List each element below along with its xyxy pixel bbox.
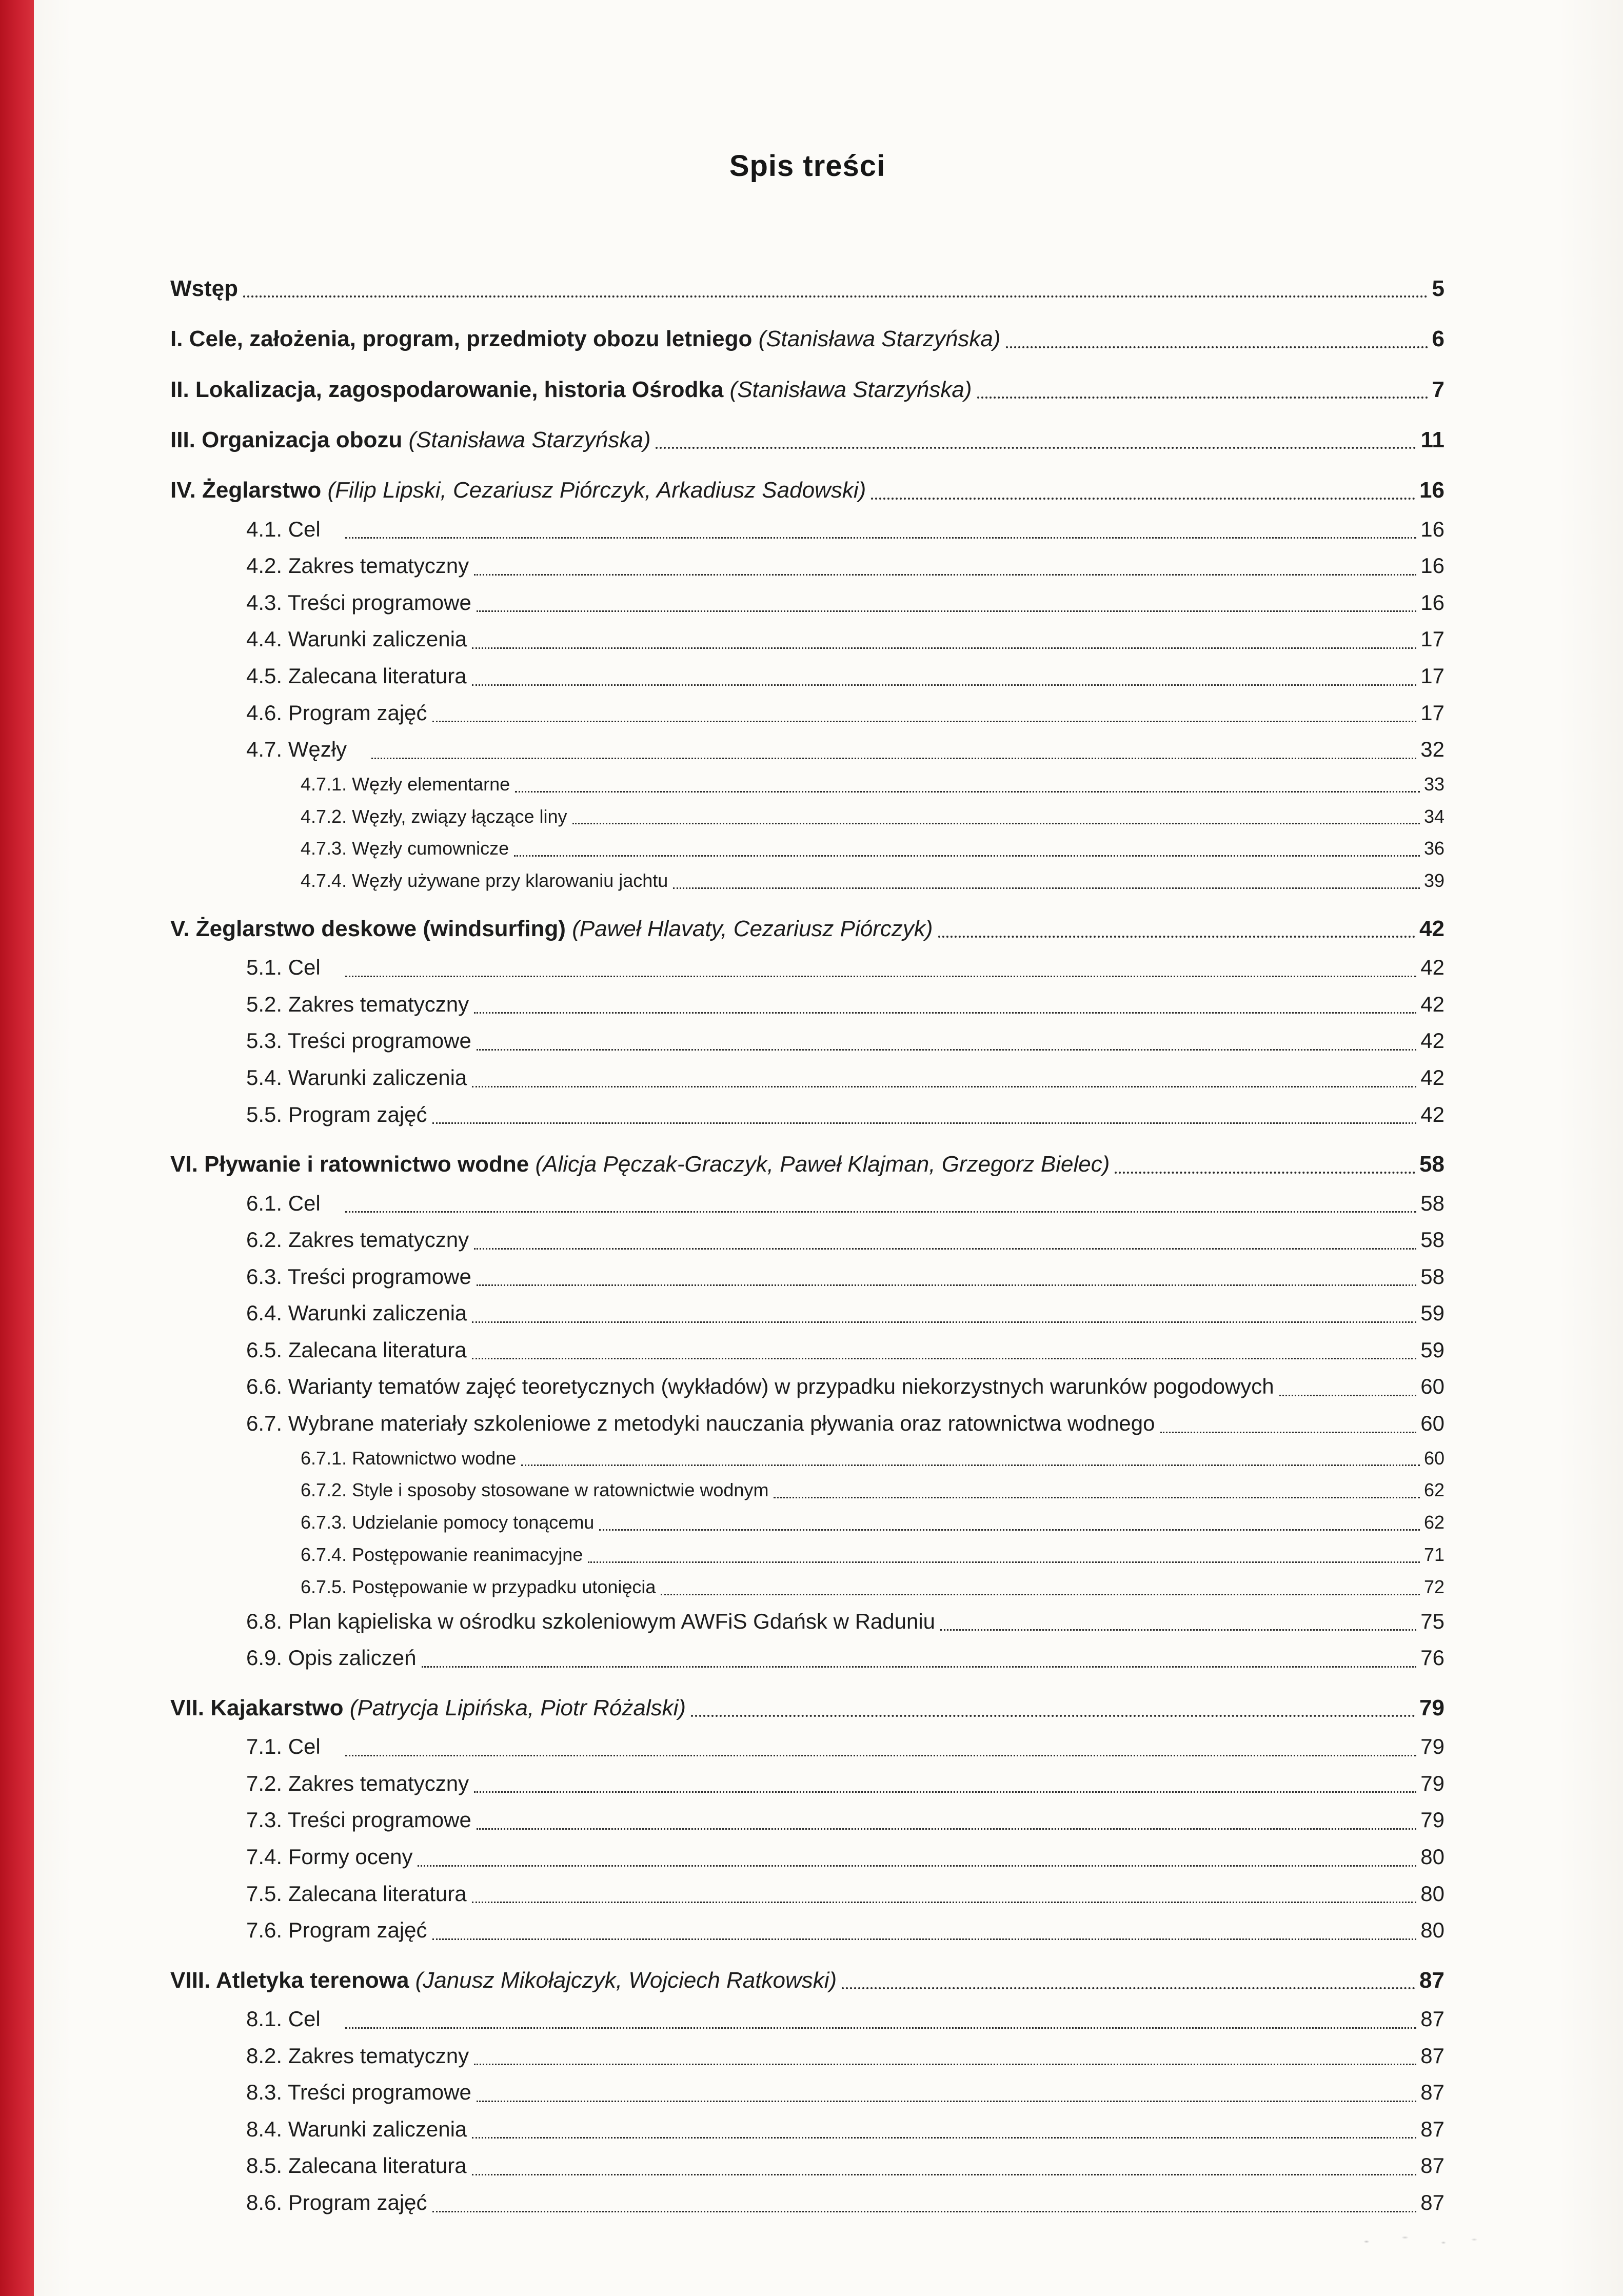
toc-entry-text [246,589,471,617]
toc-entry [170,1644,1444,1672]
toc-entry [170,2042,1444,2070]
toc-entry [170,1190,1444,1218]
toc-entry-title: 4.2. Zakres tematyczny [246,553,469,578]
toc-entry-title: 6.8. Plan kąpieliska w ośrodku szkoleniowym AWFiS Gdańsk w Raduniu [246,1609,936,1633]
toc-entry-title: I. Cele, założenia, program, przedmioty obozu letniego [170,326,753,352]
toc-entry-page: 17 [1420,663,1444,688]
toc-entry-page: 16 [1419,478,1444,503]
toc-entry-page: 59 [1420,1337,1444,1362]
toc-entry-text [246,1101,427,1129]
toc-entry-text [170,1150,1110,1179]
toc-entry-title: 7.4. Formy oceny [246,1844,413,1869]
dot-leader [472,2174,1417,2175]
toc-entry-page: 59 [1420,1301,1444,1325]
toc-entry-title: 6.1. Cel [246,1191,321,1215]
toc-entry-page: 11 [1420,427,1444,452]
toc-entry [170,991,1444,1019]
toc-entry-title: 4.5. Zalecana literatura [246,663,467,688]
toc-entry [170,516,1444,544]
toc-entry-title: 5.2. Zakres tematyczny [246,992,469,1016]
dot-leader [345,537,1416,539]
toc-entry-authors: (Filip Lipski, Cezariusz Piórczyk, Arkadiusz Sadowski) [327,478,866,503]
toc-entry [170,1511,1444,1535]
toc-entry-page: 58 [1420,1228,1444,1252]
toc-entry [170,1336,1444,1364]
toc-entry-title: 6.2. Zakres tematyczny [246,1228,469,1252]
toc-entry-title: 6.9. Opis zaliczeń [246,1646,417,1670]
toc-entry [170,869,1444,893]
dot-leader [472,1086,1416,1087]
toc-entry-authors: (Stanisława Starzyńska) [729,377,972,402]
toc-entry-title: 8.3. Treści programowe [246,2080,471,2105]
toc-entry-title: VIII. Atletyka terenowa [170,1967,409,1993]
dot-leader [521,1464,1420,1466]
toc-entry-text [246,552,469,580]
dot-leader [1006,346,1428,348]
toc-entry-title: 5.4. Warunki zaliczenia [246,1065,467,1090]
toc-entry-text [301,805,567,829]
dot-leader [842,1987,1415,1989]
toc-entry-page: 75 [1420,1609,1444,1633]
toc-entry-title: 6.3. Treści programowe [246,1264,471,1289]
toc-entry [170,1226,1444,1254]
toc-entry-page: 87 [1420,2043,1444,2068]
toc-entry [170,773,1444,797]
dot-leader [474,1248,1416,1250]
toc-entry [170,375,1444,404]
toc-entry-title: 7.3. Treści programowe [246,1808,471,1832]
toc-entry [170,426,1444,454]
toc-entry-text [170,476,866,505]
dot-leader [472,684,1417,686]
dot-leader [422,1666,1417,1668]
toc-entry [170,1694,1444,1723]
toc-entry-page: 80 [1420,1844,1444,1869]
toc-entry-authors: (Stanisława Starzyńska) [408,427,651,452]
toc-entry-title: V. Żeglarstwo deskowe (windsurfing) [170,916,566,941]
toc-entry [170,274,1444,303]
toc-entry-text [170,426,650,454]
toc-entry-page: 87 [1420,2190,1444,2214]
toc-entry-page: 42 [1420,992,1444,1016]
toc-entry-text [170,1694,686,1723]
dot-leader [774,1497,1420,1498]
toc-entry [170,699,1444,727]
toc-entry-text [246,1336,467,1364]
toc-entry [170,1299,1444,1328]
toc-entry-text [301,1575,656,1599]
toc-entry-page: 80 [1420,1881,1444,1906]
dot-leader [477,1284,1416,1286]
toc-entry [170,1733,1444,1761]
toc-entry-page: 60 [1420,1411,1444,1436]
toc-entry-page: 33 [1423,773,1444,795]
toc-entry-text [246,2042,469,2070]
toc-entry-title: 5.5. Program zajęć [246,1102,427,1126]
toc-entry-page: 87 [1420,2080,1444,2105]
toc-entry-text [246,625,467,654]
toc-entry-page: 36 [1423,838,1444,859]
toc-entry-text [301,773,510,797]
toc-entry [170,2079,1444,2107]
toc-entry-text [301,869,668,893]
toc-entry-text [246,1190,340,1218]
toc-entry-text [170,915,933,943]
toc-entry [170,1575,1444,1599]
toc-entry-page: 80 [1420,1918,1444,1943]
toc-entry-page: 79 [1420,1808,1444,1832]
toc-entry-title: 8.4. Warunki zaliczenia [246,2116,467,2141]
toc-entry-title: 6.7.5. Postępowanie w przypadku utonięcia [301,1576,656,1597]
toc-entry-authors: (Stanisława Starzyńska) [758,326,1001,352]
toc-entry-page: 87 [1420,2007,1444,2031]
toc-entry [170,1150,1444,1179]
dot-leader [477,1828,1416,1830]
toc-entry-text [301,1478,768,1502]
toc-entry-text [246,1843,412,1871]
toc-entry-text [246,1299,467,1328]
dot-leader [472,2137,1416,2139]
toc-entry-title: 4.3. Treści programowe [246,590,471,615]
toc-entry-title: 4.7.4. Węzły używane przy klarowaniu jachtu [301,870,668,892]
toc-entry-page: 7 [1432,377,1444,402]
dot-leader [432,2211,1417,2212]
toc-entry-title: 6.6. Warianty tematów zajęć teoretycznych (wykładów) w przypadku niekorzystnych warunków pogodowych [246,1374,1274,1399]
toc-entry-page: 76 [1420,1646,1444,1670]
dot-leader [572,823,1420,824]
toc-entry-title: VII. Kajakarstwo [170,1695,344,1720]
dot-leader [656,447,1416,449]
toc-entry [170,2152,1444,2180]
toc-entry-title: 7.5. Zalecana literatura [246,1881,467,1906]
toc-entry-text [170,274,238,303]
toc-entry-title: 7.1. Cel [246,1734,321,1759]
dot-leader [345,1755,1416,1756]
toc-entry-page: 42 [1420,1065,1444,1090]
toc-entry-text [246,991,469,1019]
toc-entry-text [246,1263,471,1291]
dot-leader [1279,1395,1417,1396]
dot-leader [673,887,1420,889]
toc-entry-title: VI. Pływanie i ratownictwo wodne [170,1152,529,1177]
dot-leader [432,721,1417,722]
dot-leader [940,1629,1416,1631]
toc-entry-page: 60 [1420,1374,1444,1399]
toc-entry [170,2005,1444,2033]
toc-entry [170,1447,1444,1471]
toc-entry-text [301,837,509,861]
dot-leader [1115,1172,1415,1174]
dot-leader [472,647,1416,649]
toc-entry-text [246,2115,467,2144]
toc-entry [170,325,1444,353]
toc-entry-page: 17 [1420,627,1444,651]
toc-entry [170,1263,1444,1291]
toc-entry-text [246,1770,469,1798]
toc-entry-title: 6.4. Warunki zaliczenia [246,1301,467,1325]
dot-leader [472,1902,1417,1903]
toc-entry [170,1770,1444,1798]
toc-entry-page: 72 [1423,1576,1444,1597]
toc-entry [170,1373,1444,1401]
toc-entry-title: 7.6. Program zajęć [246,1918,427,1943]
toc-entry [170,805,1444,829]
toc-entry-title: 7.2. Zakres tematyczny [246,1771,469,1795]
toc-entry-title: 6.7.2. Style i sposoby stosowane w ratownictwie wodnym [301,1479,769,1501]
toc-entry-page: 58 [1420,1264,1444,1289]
toc-entry-text [246,1226,469,1254]
toc-entry-page: 6 [1432,326,1444,352]
toc-entry [170,1478,1444,1502]
toc-entry-text [246,1880,467,1908]
dot-leader [432,1938,1417,1940]
dot-leader [588,1561,1420,1563]
dot-leader [345,2027,1416,2029]
toc-entry-page: 42 [1420,955,1444,980]
toc-entry-authors: (Patrycja Lipińska, Piotr Różalski) [349,1695,686,1720]
toc-entry-title: 8.2. Zakres tematyczny [246,2043,469,2068]
toc-entry-page: 87 [1420,2153,1444,2178]
dot-leader [477,2101,1416,2102]
toc-entry [170,1543,1444,1567]
dot-leader [477,1049,1416,1051]
toc-entry-page: 71 [1423,1544,1444,1566]
toc-entry-title: 8.5. Zalecana literatura [246,2153,467,2178]
dot-leader [243,295,1428,298]
toc-entry-text [246,2005,340,2033]
toc-entry [170,1843,1444,1871]
toc-entry-page: 62 [1423,1512,1444,1533]
toc-entry-page: 16 [1420,517,1444,541]
toc-entry-title: 4.4. Warunki zaliczenia [246,627,467,651]
toc-entry-text [170,1966,837,1995]
toc-entry-title: II. Lokalizacja, zagospodarowanie, historia Ośrodka [170,377,724,402]
toc-entry-title: 6.7.1. Ratownictwo wodne [301,1447,517,1469]
toc-entry-text [246,1064,467,1092]
toc-entry [170,954,1444,982]
dot-leader [472,1358,1417,1359]
toc-entry-text [301,1511,594,1535]
toc-entry-title: 5.1. Cel [246,955,321,980]
dot-leader [345,976,1416,977]
toc-entry-text [246,516,340,544]
toc-entry-title: 5.3. Treści programowe [246,1028,471,1053]
toc-entry-authors: (Alicja Pęczak-Graczyk, Paweł Klajman, Grzegorz Bielec) [535,1152,1110,1177]
toc-entry-page: 60 [1423,1447,1444,1469]
toc-entry-page: 42 [1420,1028,1444,1053]
toc-entry-text [246,662,467,690]
toc-entry-title: 4.7.3. Węzły cumownicze [301,838,509,859]
toc-entry [170,837,1444,861]
toc-entry-page: 87 [1419,1967,1444,1993]
dot-leader [515,791,1420,793]
red-spine-edge [0,0,34,2296]
toc-list [170,274,1444,2217]
toc-entry [170,1064,1444,1092]
toc-entry-title: 4.7.2. Węzły, związy łączące liny [301,805,567,827]
toc-entry-page: 62 [1423,1479,1444,1501]
dot-leader [691,1715,1415,1717]
toc-entry-text [246,2079,471,2107]
dot-leader [474,2064,1416,2065]
toc-entry [170,1880,1444,1908]
toc-entry-title: 6.7.4. Postępowanie reanimacyjne [301,1544,583,1566]
toc-entry [170,1608,1444,1636]
toc-entry-title: 8.1. Cel [246,2007,321,2031]
toc-entry-text [246,1608,935,1636]
toc-entry [170,552,1444,580]
toc-entry-page: 34 [1423,805,1444,827]
dot-leader [371,758,1416,759]
toc-entry-title: IV. Żeglarstwo [170,478,322,503]
toc-entry [170,1027,1444,1055]
toc-entry [170,476,1444,505]
dot-leader [474,1012,1416,1014]
toc-entry-title: 8.6. Program zajęć [246,2190,427,2214]
toc-entry-page: 16 [1420,553,1444,578]
toc-entry [170,1966,1444,1995]
dot-leader [474,1791,1416,1793]
toc-entry [170,625,1444,654]
toc-entry-page: 58 [1419,1152,1444,1177]
toc-entry-text [246,2152,467,2180]
dot-leader [477,610,1416,612]
dot-leader [938,936,1416,938]
toc-entry [170,915,1444,943]
toc-entry-text [246,954,340,982]
dot-leader [474,574,1416,576]
toc-entry [170,1806,1444,1834]
toc-entry-text [246,1410,1155,1438]
toc-entry-text [246,699,427,727]
toc-entry-text [246,1373,1274,1401]
toc-entry [170,2189,1444,2217]
toc-entry-page: 5 [1432,276,1444,301]
toc-entry-title: 4.7. Węzły [246,737,347,762]
toc-entry-text [301,1543,583,1567]
toc-entry-title: III. Organizacja obozu [170,427,403,452]
toc-entry-text [246,1644,417,1672]
toc-entry-text [246,1733,340,1761]
toc-entry-text [246,2189,427,2217]
toc-entry-text [246,1806,471,1834]
toc-entry-title: Wstęp [170,276,238,301]
toc-entry-page: 42 [1420,1102,1444,1126]
toc-entry-page: 17 [1420,700,1444,725]
toc-entry [170,2115,1444,2144]
dot-leader [345,1211,1416,1213]
toc-entry-text [246,1027,471,1055]
toc-entry [170,1916,1444,1945]
toc-entry-page: 16 [1420,590,1444,615]
toc-entry-title: 4.1. Cel [246,517,321,541]
dot-leader [977,397,1428,399]
toc-entry [170,662,1444,690]
dot-leader [472,1321,1416,1323]
dot-leader [1160,1432,1417,1433]
toc-entry-page: 42 [1419,916,1444,941]
dot-leader [418,1865,1416,1867]
toc-entry [170,736,1444,764]
dot-leader [661,1594,1420,1595]
dot-leader [514,855,1420,857]
toc-entry-title: 6.7.3. Udzielanie pomocy tonącemu [301,1512,595,1533]
toc-entry-title: 6.7. Wybrane materiały szkoleniowe z metodyki nauczania pływania oraz ratownictwa wodnego [246,1411,1155,1436]
toc-entry-page: 79 [1420,1734,1444,1759]
toc-entry-page: 87 [1420,2116,1444,2141]
toc-entry-text [246,736,366,764]
toc-entry-title: 4.7.1. Węzły elementarne [301,773,510,795]
toc-content [170,149,1444,2226]
toc-entry-authors: (Paweł Hlavaty, Cezariusz Piórczyk) [572,916,933,941]
page-title: Spis treści [729,149,886,183]
toc-entry-page: 32 [1420,737,1444,762]
toc-entry-authors: (Janusz Mikołajczyk, Wojciech Ratkowski) [415,1967,837,1993]
dot-leader [599,1529,1420,1531]
dot-leader [871,498,1415,500]
dot-leader [432,1122,1417,1124]
toc-entry-text [170,325,1001,353]
toc-entry-page: 79 [1420,1771,1444,1795]
toc-entry-text [246,1916,427,1945]
toc-entry-page: 39 [1423,870,1444,892]
toc-entry-page: 79 [1419,1695,1444,1720]
toc-entry [170,1410,1444,1438]
toc-entry-title: 4.6. Program zajęć [246,700,427,725]
toc-entry-page: 58 [1420,1191,1444,1215]
toc-entry-text [301,1447,516,1471]
toc-entry [170,1101,1444,1129]
toc-entry [170,589,1444,617]
toc-entry-title: 6.5. Zalecana literatura [246,1337,467,1362]
scan-smudge [1336,2229,1490,2250]
toc-entry-text [170,375,972,404]
